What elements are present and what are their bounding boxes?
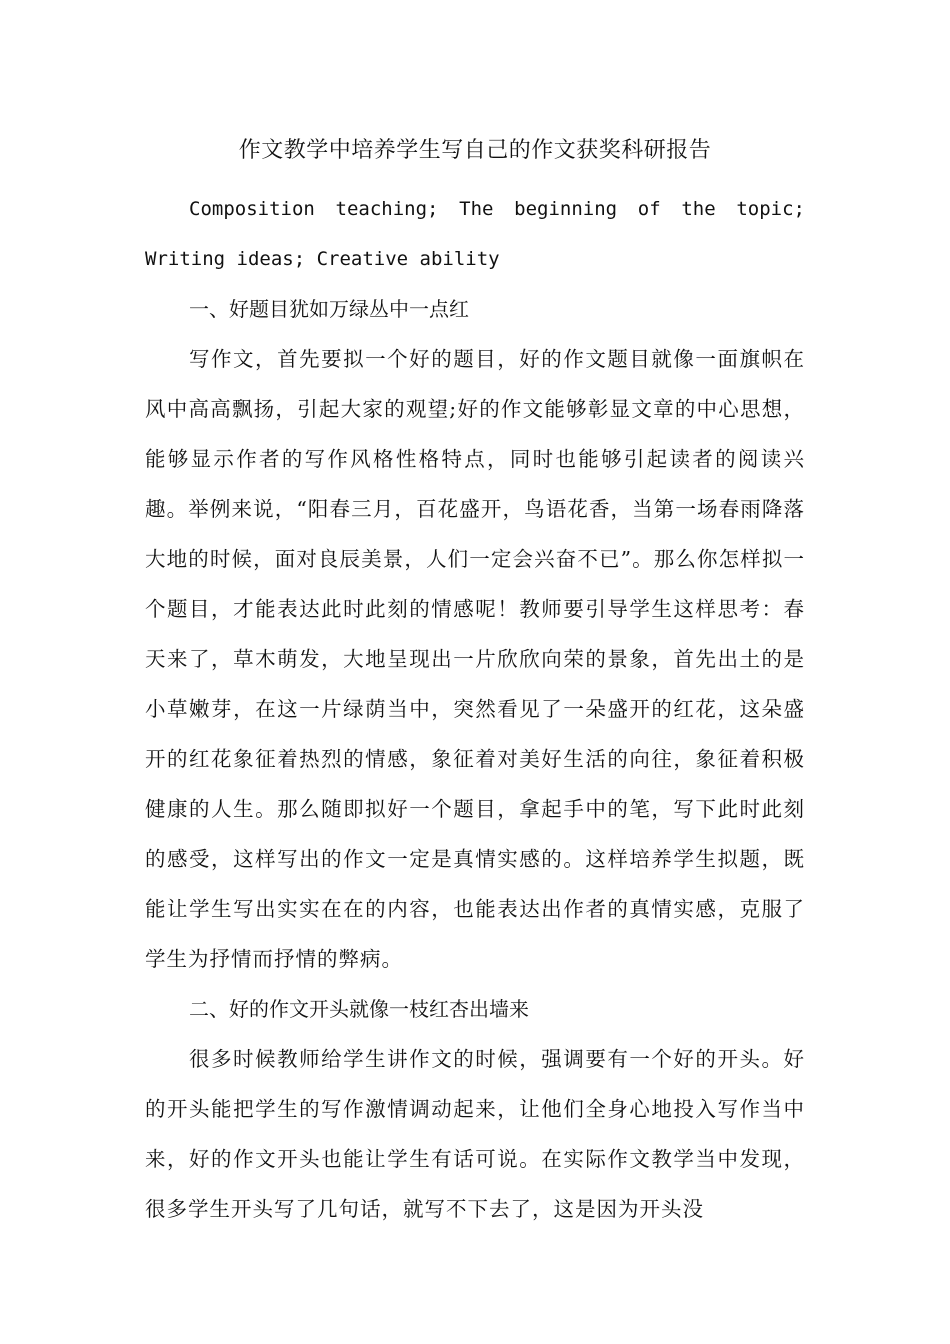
section-1-heading: 一、好题目犹如万绿丛中一点红	[189, 297, 469, 321]
keywords-line-2: Writing ideas; Creative ability	[145, 248, 500, 270]
document-body	[145, 184, 805, 1234]
keywords-line-1: Composition teaching; The beginning of the topic;	[189, 198, 805, 220]
section-2-heading: 二、好的作文开头就像一枝红杏出墙来	[189, 997, 529, 1021]
section-1-paragraph: 写作文，首先要拟一个好的题目，好的作文题目就像一面旗帜在风中高高飘扬，引起大家的观望;好的作文能够彰显文章的中心思想，能够显示作者的写作风格性格特点，同时也能够引起读者的阅读兴趣。举例来说，“阳春三月，百花盛开，鸟语花香，当第一场春雨降落大地的时候，面对良辰美景，人们一定会兴奋不已”。那么你怎样拟一个题目，才能表达此时此刻的情感呢！教师要引导学生这样思考：春天来了，草木萌发，大地呈现出一片欣欣向荣的景象，首先出土的是小草嫩芽，在这一片绿荫当中，突然看见了一朵盛开的红花，这朵盛开的红花象征着热烈的情感，象征着对美好生活的向往，象征着积极健康的人生。那么随即拟好一个题目，拿起手中的笔，写下此时此刻的感受，这样写出的作文一定是真情实感的。这样培养学生拟题，既能让学生写出实实在在的内容，也能表达出作者的真情实感，克服了学生为抒情而抒情的弊病。	[145, 347, 805, 971]
section-2-paragraph: 很多时候教师给学生讲作文的时候，强调要有一个好的开头。好的开头能把学生的写作激情调动起来，让他们全身心地投入写作当中来，好的作文开头也能让学生有话可说。在实际作文教学当中发现，很多学生开头写了几句话，就写不下去了，这是因为开头没	[145, 1047, 805, 1221]
document-title: 作文教学中培养学生写自己的作文获奖科研报告	[238, 138, 712, 163]
